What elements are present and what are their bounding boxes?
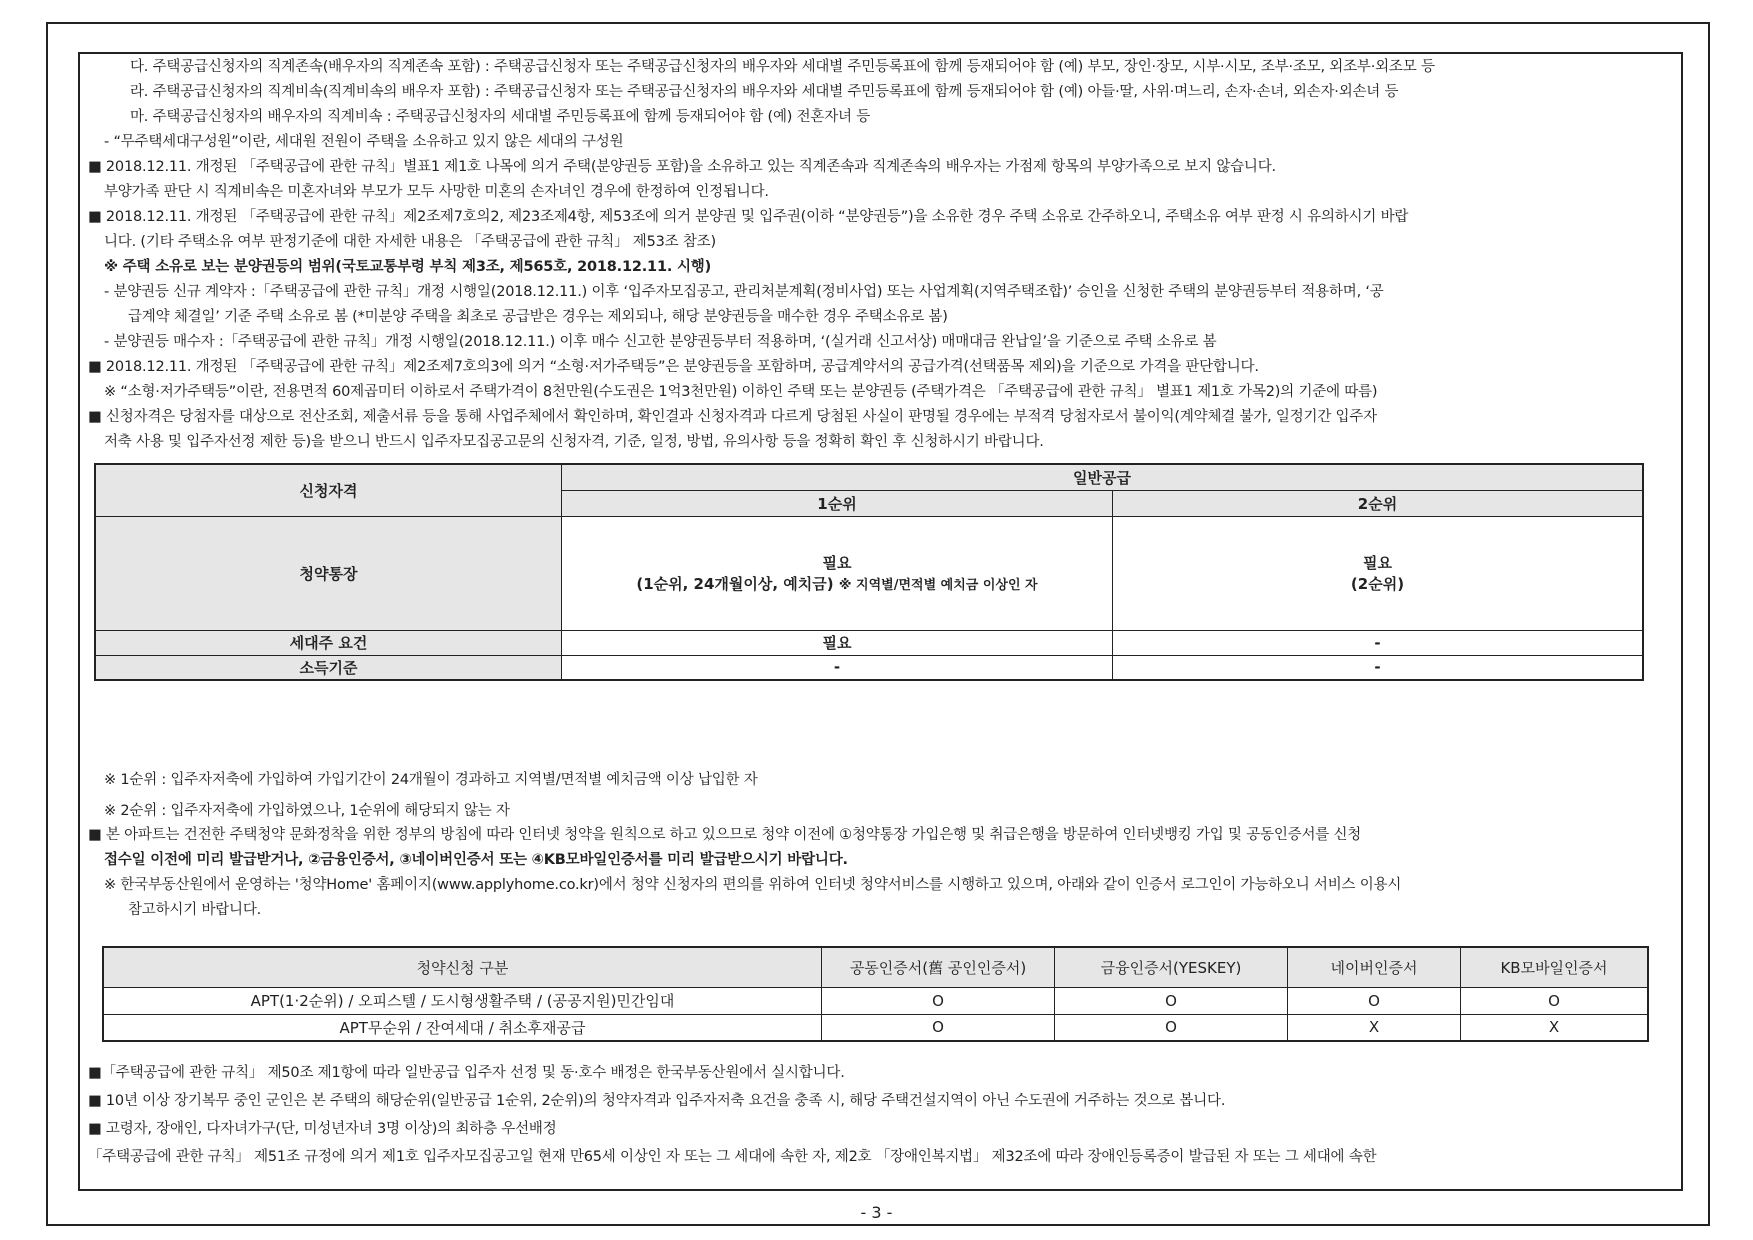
page-number: - 3 - bbox=[860, 1203, 893, 1222]
certificate-table bbox=[102, 946, 1649, 1042]
row-apply-type: APT무순위 / 잔여세대 / 취소후재공급 bbox=[103, 1014, 822, 1041]
text-line: - 분양권등 매수자 :「주택공급에 관한 규칙」개정 시행일(2018.12.11.) 이후 매수 신고한 분양권등부터 적용하며, ‘(실거래 신고서상) 매매대금 완납일’을 기준으로 주택 소유로 봄 bbox=[104, 334, 1217, 350]
header-financial-cert: 금융인증서(YESKEY) bbox=[1055, 947, 1288, 987]
cell-joint-cert: O bbox=[822, 987, 1055, 1014]
text-line: ※ 1순위 : 입주자저축에 가입하여 가입기간이 24개월이 경과하고 지역별/면적별 예치금액 이상 납입한 자 bbox=[104, 772, 758, 788]
cell-naver-cert: X bbox=[1288, 1014, 1461, 1041]
eligibility-table bbox=[94, 463, 1644, 681]
text-line: 참고하시기 바랍니다. bbox=[128, 902, 262, 918]
cell-rank2-householder: - bbox=[1113, 630, 1644, 655]
header-apply-type: 청약신청 구분 bbox=[103, 947, 822, 987]
text-line: 마. 주택공급신청자의 배우자의 직계비속 : 주택공급신청자의 세대별 주민등록표에 함께 등재되어야 함 (예) 전혼자녀 등 bbox=[130, 109, 871, 125]
header-kb-cert: KB모바일인증서 bbox=[1461, 947, 1649, 987]
cell-naver-cert: O bbox=[1288, 987, 1461, 1014]
header-qualification: 신청자격 bbox=[95, 464, 562, 516]
row-label-income: 소득기준 bbox=[95, 655, 562, 680]
cell-kb-cert: X bbox=[1461, 1014, 1649, 1041]
text-line: 저축 사용 및 입주자선정 제한 등)을 받으니 반드시 입주자모집공고문의 신청자격, 기준, 일정, 방법, 유의사항 등을 정확히 확인 후 신청하시기 바랍니다. bbox=[104, 434, 1044, 450]
text-line: ※ 한국부동산원에서 운영하는 '청약Home' 홈페이지(www.applyhome.co.kr)에서 청약 신청자의 편의를 위하여 인터넷 청약서비스를 시행하고 있으며, 아래와 같이 인증서 로그인이 가능하오니 서비스 이용시 bbox=[104, 877, 1402, 893]
header-joint-cert: 공동인증서(舊 공인인증서) bbox=[822, 947, 1055, 987]
notice-item: ■ 신청자격은 당첨자를 대상으로 전산조회, 제출서류 등을 통해 사업주체에서 확인하며, 확인결과 신청자격과 다르게 당첨된 사실이 판명될 경우에는 부적격 당첨자로서 불이익(계약체결 불가, 일정기간 입주자 bbox=[88, 409, 1377, 425]
notice-item: ■ 고령자, 장애인, 다자녀가구(단, 미성년자녀 3명 이상)의 최하층 우선배정 bbox=[88, 1121, 557, 1137]
notice-item: ■「주택공급에 관한 규칙」 제50조 제1항에 따라 일반공급 입주자 선정 및 동·호수 배정은 한국부동산원에서 실시합니다. bbox=[88, 1065, 845, 1081]
cell-note: ※ 지역별/면적별 예치금 이상인 자 bbox=[838, 578, 1038, 593]
text-line: ※ 2순위 : 입주자저축에 가입하였으나, 1순위에 해당되지 않는 자 bbox=[104, 803, 510, 819]
row-label-householder: 세대주 요건 bbox=[95, 630, 562, 655]
cell-text: (1순위, 24개월이상, 예치금) bbox=[636, 575, 834, 593]
header-rank1: 1순위 bbox=[562, 490, 1113, 516]
cell-text bbox=[562, 573, 1112, 594]
cell-financial-cert: O bbox=[1055, 987, 1288, 1014]
notice-item: ■ 2018.12.11. 개정된 「주택공급에 관한 규칙」제2조제7호의3에 의거 “소형·저가주택등”은 분양권등을 포함하며, 공급계약서의 공급가격(선택품목 제외)을 기준으로 가격을 판단합니다. bbox=[88, 359, 1259, 375]
cell-text: 필요 bbox=[1363, 554, 1392, 572]
notice-item: ■ 2018.12.11. 개정된 「주택공급에 관한 규칙」별표1 제1호 나목에 의거 주택(분양권등 포함)을 소유하고 있는 직계존속과 직계존속의 배우자는 가점제 항목의 부양가족으로 보지 않습니다. bbox=[88, 159, 1276, 175]
notice-item: ■ 본 아파트는 건전한 주택청약 문화정착을 위한 정부의 방침에 따라 인터넷 청약을 원칙으로 하고 있으므로 청약 이전에 ①청약통장 가입은행 및 취급은행을 방문하여 인터넷뱅킹 가입 및 공동인증서를 신청 bbox=[88, 827, 1362, 843]
text-line: 접수일 이전에 미리 발급받거나, ②금융인증서, ③네이버인증서 또는 ④KB모바일인증서를 미리 발급받으시기 바랍니다. bbox=[104, 852, 848, 868]
cell-text: (2순위) bbox=[1350, 575, 1405, 593]
row-label-subscription-account: 청약통장 bbox=[95, 516, 562, 630]
cell-rank1-income: - bbox=[562, 655, 1113, 680]
cell-rank1-account bbox=[562, 516, 1113, 630]
cell-joint-cert: O bbox=[822, 1014, 1055, 1041]
text-line: 라. 주택공급신청자의 직계비속(직계비속의 배우자 포함) : 주택공급신청자 또는 주택공급신청자의 배우자와 세대별 주민등록표에 함께 등재되어야 함 (예) 아들·딸, 사위·며느리, 손자·손녀, 외손자·외손녀 등 bbox=[130, 84, 1399, 100]
text-line: 「주택공급에 관한 규칙」 제51조 규정에 의거 제1호 입주자모집공고일 현재 만65세 이상인 자 또는 그 세대에 속한 자, 제2호 「장애인복지법」 제32조에 따라 장애인등록증이 발급된 자 또는 그 세대에 속한 bbox=[88, 1149, 1377, 1165]
cell-rank2-income: - bbox=[1113, 655, 1644, 680]
header-rank2: 2순위 bbox=[1113, 490, 1644, 516]
header-naver-cert: 네이버인증서 bbox=[1288, 947, 1461, 987]
text-line: - 분양권등 신규 계약자 :「주택공급에 관한 규칙」개정 시행일(2018.12.11.) 이후 ‘입주자모집공고, 관리처분계획(정비사업) 또는 사업계획(지역주택조합)’ 승인을 신청한 주택의 분양권등부터 적용하며, ‘공 bbox=[104, 284, 1384, 300]
text-line: 니다. (기타 주택소유 여부 판정기준에 대한 자세한 내용은 「주택공급에 관한 규칙」 제53조 참조) bbox=[104, 234, 716, 250]
notice-item: ■ 10년 이상 장기복무 중인 군인은 본 주택의 해당순위(일반공급 1순위, 2순위)의 청약자격과 입주자저축 요건을 충족 시, 해당 주택건설지역이 아닌 수도권에 거주하는 것으로 봅니다. bbox=[88, 1093, 1226, 1109]
text-line: ※ “소형·저가주택등”이란, 전용면적 60제곱미터 이하로서 주택가격이 8천만원(수도권은 1억3천만원) 이하인 주택 또는 분양권등 (주택가격은 「주택공급에 관한 규칙」 별표1 제1호 가목2)의 기준에 따름) bbox=[104, 384, 1378, 400]
row-apply-type: APT(1·2순위) / 오피스텔 / 도시형생활주택 / (공공지원)민간임대 bbox=[103, 987, 822, 1014]
cell-financial-cert: O bbox=[1055, 1014, 1288, 1041]
text-line: 급계약 체결일’ 기준 주택 소유로 봄 (*미분양 주택을 최초로 공급받은 경우는 제외되나, 해당 분양권등을 매수한 경우 주택소유로 봄) bbox=[128, 309, 948, 325]
text-line: ※ 주택 소유로 보는 분양권등의 범위(국토교통부령 부칙 제3조, 제565호, 2018.12.11. 시행) bbox=[104, 259, 712, 275]
cell-rank2-account bbox=[1113, 516, 1644, 630]
cell-kb-cert: O bbox=[1461, 987, 1649, 1014]
text-line: 부양가족 판단 시 직계비속은 미혼자녀와 부모가 모두 사망한 미혼의 손자녀인 경우에 한정하여 인정됩니다. bbox=[104, 184, 769, 200]
notice-item: ■ 2018.12.11. 개정된 「주택공급에 관한 규칙」제2조제7호의2, 제23조제4항, 제53조에 의거 분양권 및 입주권(이하 “분양권등”)을 소유한 경우 주택 소유로 간주하오니, 주택소유 여부 판정 시 유의하시기 바랍 bbox=[88, 209, 1409, 225]
cell-text: 필요 bbox=[822, 554, 852, 572]
text-line: 다. 주택공급신청자의 직계존속(배우자의 직계존속 포함) : 주택공급신청자 또는 주택공급신청자의 배우자와 세대별 주민등록표에 함께 등재되어야 함 (예) 부모, 장인·장모, 시부·시모, 조부·조모, 외조부·외조모 등 bbox=[130, 59, 1435, 75]
header-general-supply: 일반공급 bbox=[562, 464, 1644, 490]
text-line: - “무주택세대구성원”이란, 세대원 전원이 주택을 소유하고 있지 않은 세대의 구성원 bbox=[104, 134, 624, 150]
cell-rank1-householder: 필요 bbox=[562, 630, 1113, 655]
